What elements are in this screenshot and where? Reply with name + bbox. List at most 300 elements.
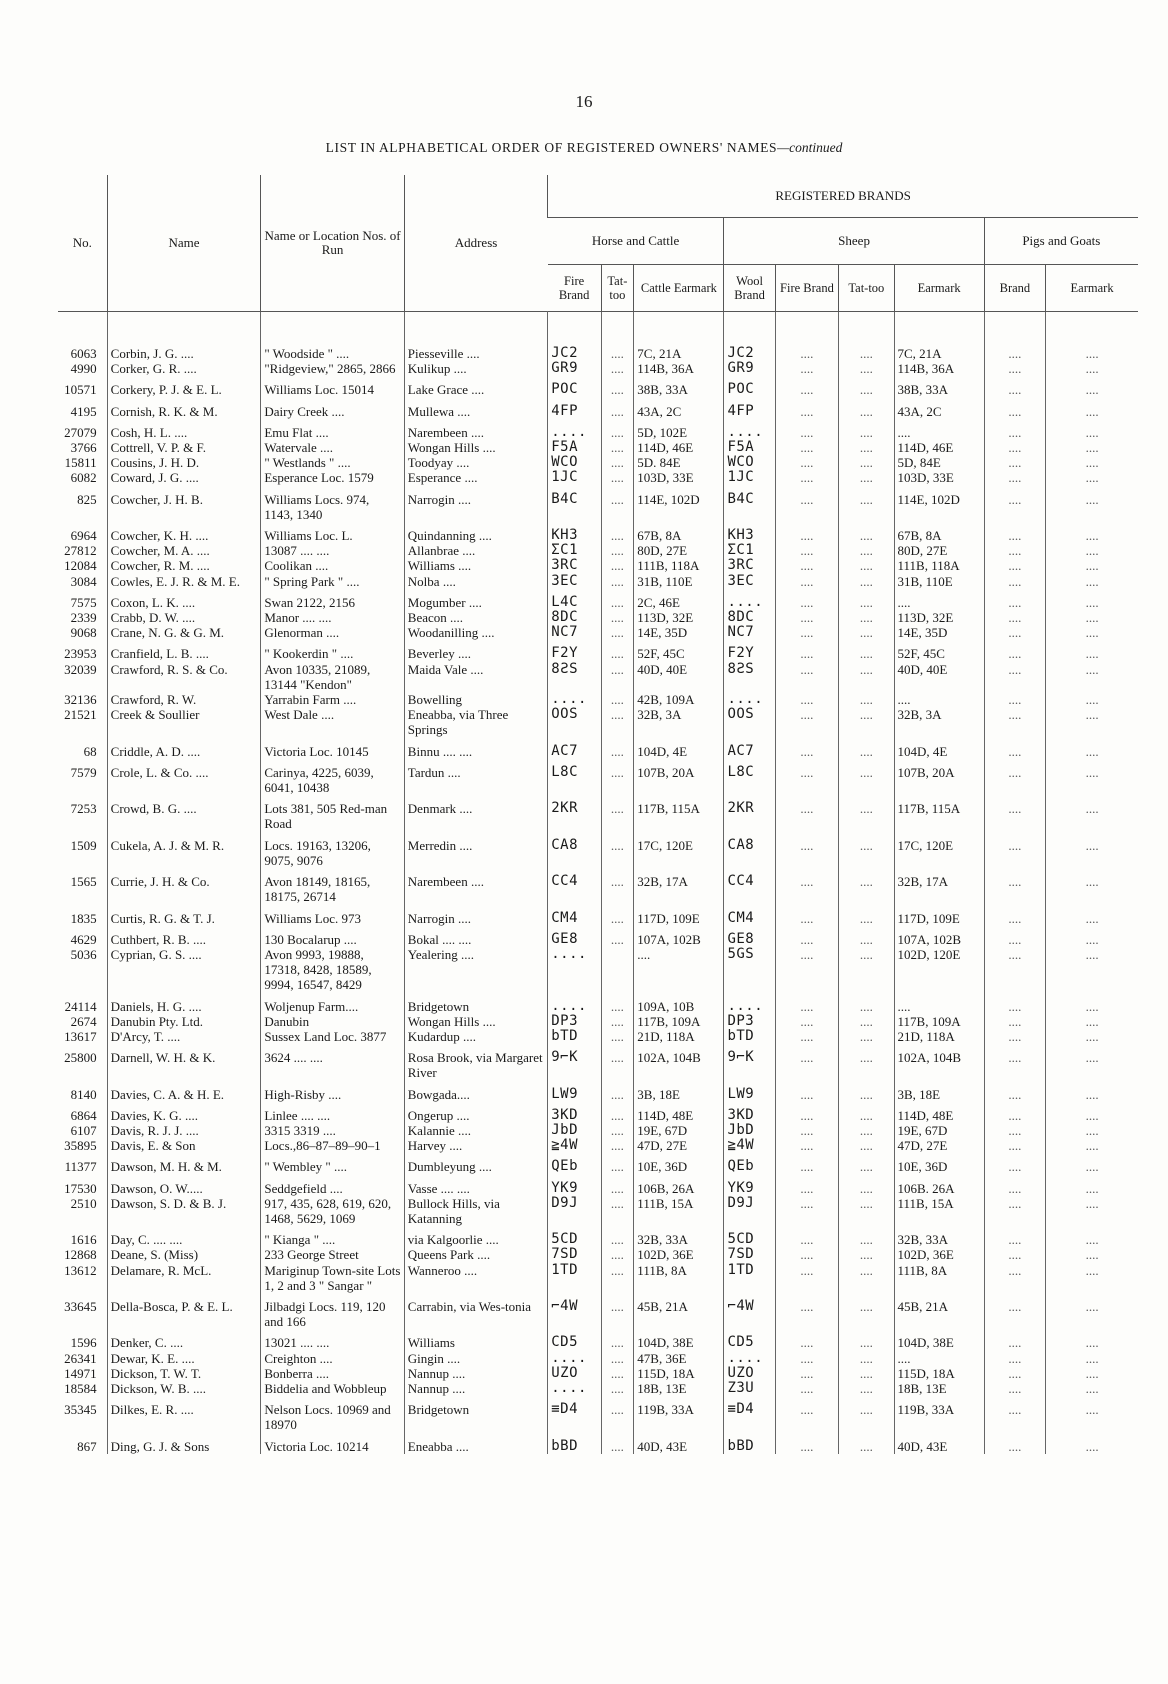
tattoo: ....: [601, 926, 634, 947]
row-number: 13612: [64, 1262, 97, 1278]
sheep-tattoo: ....: [839, 1081, 894, 1102]
tattoo: ....: [601, 1153, 634, 1174]
row-number: 1835: [70, 910, 97, 926]
cattle-earmark: 17C, 120E: [634, 832, 724, 868]
table-row: [58, 589, 1138, 610]
sheep-tattoo: ....: [839, 1044, 894, 1080]
sheep-tattoo: ....: [839, 1175, 894, 1196]
run-location: Avon 18149, 18165, 18175, 26714: [261, 868, 404, 904]
sheep-earmark: 114D, 46E: [894, 440, 984, 455]
owner-name: Crole, L. & Co. ....: [107, 759, 261, 795]
pig-earmark: ....: [1046, 1247, 1138, 1262]
sheep-tattoo: ....: [839, 455, 894, 470]
table-row: [58, 1044, 1138, 1080]
pig-earmark: ....: [1046, 1433, 1138, 1454]
wool-brand: 4FP: [724, 398, 775, 419]
sheep-tattoo: ....: [839, 738, 894, 759]
row-number: 825: [77, 491, 97, 507]
owner-name: Cuthbert, R. B. ....: [107, 926, 261, 947]
owner-name: Crane, N. G. & G. M.: [107, 625, 261, 640]
pig-brand: ....: [984, 993, 1045, 1014]
table-row: [58, 692, 1138, 707]
pig-earmark: ....: [1046, 398, 1138, 419]
pig-earmark: ....: [1046, 1351, 1138, 1366]
pig-earmark: ....: [1046, 1381, 1138, 1396]
address: Bridgetown: [404, 993, 547, 1014]
sheep-fire-brand: ....: [775, 1366, 839, 1381]
sheep-earmark: 113D, 32E: [894, 610, 984, 625]
pig-brand: ....: [984, 1293, 1045, 1329]
pig-brand: ....: [984, 1138, 1045, 1153]
cattle-earmark: 43A, 2C: [634, 398, 724, 419]
sheep-tattoo: ....: [839, 947, 894, 993]
run-location: " Westlands " ....: [261, 455, 404, 470]
tattoo: ....: [601, 738, 634, 759]
pig-earmark: ....: [1046, 1014, 1138, 1029]
row-number: 3766: [70, 440, 97, 456]
wool-brand: NC7: [724, 625, 775, 640]
owner-name: Corbin, J. G. ....: [107, 346, 261, 361]
sheep-tattoo: ....: [839, 640, 894, 661]
pig-brand: ....: [984, 1263, 1045, 1293]
cattle-earmark: 18B, 13E: [634, 1381, 724, 1396]
sheep-tattoo: ....: [839, 1366, 894, 1381]
owner-name: Cowcher, J. H. B.: [107, 486, 261, 522]
sheep-fire-brand: ....: [775, 1044, 839, 1080]
run-location: Victoria Loc. 10214: [261, 1433, 404, 1454]
pig-brand: ....: [984, 419, 1045, 440]
address: Beacon ....: [404, 610, 547, 625]
address: Merredin ....: [404, 832, 547, 868]
tattoo: ....: [601, 361, 634, 376]
row-number: 6964: [70, 528, 97, 544]
sheep-fire-brand: ....: [775, 1014, 839, 1029]
address: Mogumber ....: [404, 589, 547, 610]
owner-name: Crawford, R. W.: [107, 692, 261, 707]
fire-brand: 1JC: [548, 470, 601, 485]
pig-earmark: ....: [1046, 1329, 1138, 1350]
col-header-tattoo: Tat-too: [601, 265, 634, 312]
address: Eneabba, via Three Springs: [404, 707, 547, 737]
fire-brand: GE8: [548, 926, 601, 947]
tattoo: ....: [601, 993, 634, 1014]
table-row: [58, 1329, 1138, 1350]
col-header-wool-brand: Wool Brand: [724, 265, 775, 312]
cattle-earmark: 107A, 102B: [634, 926, 724, 947]
row-number: 24114: [64, 998, 97, 1014]
fire-brand: AC7: [548, 738, 601, 759]
address: Bowelling: [404, 692, 547, 707]
wool-brand: 3EC: [724, 574, 775, 589]
row-number: 15811: [64, 455, 97, 471]
sheep-earmark: 3B, 18E: [894, 1081, 984, 1102]
owner-name: Cowcher, R. M. ....: [107, 558, 261, 573]
cattle-earmark: 52F, 45C: [634, 640, 724, 661]
sheep-tattoo: ....: [839, 993, 894, 1014]
wool-brand: JC2: [724, 346, 775, 361]
row-number: 4195: [70, 403, 97, 419]
pig-earmark: ....: [1046, 346, 1138, 361]
table-row: [58, 993, 1138, 1014]
fire-brand: GR9: [548, 361, 601, 376]
sheep-fire-brand: ....: [775, 905, 839, 926]
sheep-tattoo: ....: [839, 1247, 894, 1262]
table-row: [58, 455, 1138, 470]
row-number: 10571: [64, 382, 97, 398]
sheep-earmark: ....: [894, 993, 984, 1014]
owner-name: Danubin Pty. Ltd.: [107, 1014, 261, 1029]
run-location: Avon 10335, 21089, 13144 "Kendon": [261, 662, 404, 692]
owner-name: Cosh, H. L. ....: [107, 419, 261, 440]
tattoo: ....: [601, 589, 634, 610]
address: via Kalgoorlie ....: [404, 1226, 547, 1247]
pig-earmark: ....: [1046, 926, 1138, 947]
fire-brand: 7SD: [548, 1247, 601, 1262]
tattoo: ....: [601, 795, 634, 831]
sheep-tattoo: ....: [839, 1196, 894, 1226]
table-row: [58, 625, 1138, 640]
cattle-earmark: 5D. 84E: [634, 455, 724, 470]
address: Denmark ....: [404, 795, 547, 831]
table-row: [58, 1123, 1138, 1138]
fire-brand: 3KD: [548, 1102, 601, 1123]
cattle-earmark: 117B, 109A: [634, 1014, 724, 1029]
sheep-earmark: 52F, 45C: [894, 640, 984, 661]
tattoo: ....: [601, 1381, 634, 1396]
sheep-earmark: ....: [894, 419, 984, 440]
sheep-fire-brand: ....: [775, 1138, 839, 1153]
sheep-fire-brand: ....: [775, 1175, 839, 1196]
pig-brand: ....: [984, 470, 1045, 485]
sheep-fire-brand: ....: [775, 1196, 839, 1226]
col-header-pig-earmark: Earmark: [1046, 265, 1138, 312]
sheep-tattoo: ....: [839, 361, 894, 376]
tattoo: ....: [601, 1329, 634, 1350]
cattle-earmark: 106B, 26A: [634, 1175, 724, 1196]
cattle-earmark: 114E, 102D: [634, 486, 724, 522]
run-location: Victoria Loc. 10145: [261, 738, 404, 759]
sheep-fire-brand: ....: [775, 1433, 839, 1454]
row-number: 17530: [64, 1180, 97, 1196]
row-number: 4629: [70, 931, 97, 947]
sheep-earmark: 114D, 48E: [894, 1102, 984, 1123]
owner-name: Dickson, T. W. T.: [107, 1366, 261, 1381]
wool-brand: ΣC1: [724, 543, 775, 558]
run-location: West Dale ....: [261, 707, 404, 737]
pig-earmark: ....: [1046, 738, 1138, 759]
run-location: 130 Bocalarup ....: [261, 926, 404, 947]
tattoo: ....: [601, 398, 634, 419]
col-header-sheep-tattoo: Tat-too: [839, 265, 894, 312]
sheep-earmark: 111B, 118A: [894, 558, 984, 573]
run-location: 233 George Street: [261, 1247, 404, 1262]
run-location: " Wembley " ....: [261, 1153, 404, 1174]
pig-earmark: ....: [1046, 947, 1138, 993]
sheep-tattoo: ....: [839, 759, 894, 795]
fire-brand: LW9: [548, 1081, 601, 1102]
tattoo: ....: [601, 1014, 634, 1029]
run-location: Linlee .... ....: [261, 1102, 404, 1123]
row-number: 6082: [70, 470, 97, 486]
pig-brand: ....: [984, 1102, 1045, 1123]
run-location: Carinya, 4225, 6039, 6041, 10438: [261, 759, 404, 795]
cattle-earmark: 114D, 48E: [634, 1102, 724, 1123]
cattle-earmark: 117D, 109E: [634, 905, 724, 926]
owner-name: Delamare, R. McL.: [107, 1263, 261, 1293]
table-row: [58, 640, 1138, 661]
sheep-tattoo: ....: [839, 868, 894, 904]
wool-brand: POC: [724, 376, 775, 397]
address: Woodanilling ....: [404, 625, 547, 640]
pig-earmark: ....: [1046, 1153, 1138, 1174]
sheep-fire-brand: ....: [775, 707, 839, 737]
pig-earmark: ....: [1046, 1196, 1138, 1226]
run-location: Lots 381, 505 Red-man Road: [261, 795, 404, 831]
run-location: Avon 9993, 19888, 17318, 8428, 18589, 9994, 16547, 8429: [261, 947, 404, 993]
address: Bullock Hills, via Katanning: [404, 1196, 547, 1226]
table-row: [58, 795, 1138, 831]
address: Eneabba ....: [404, 1433, 547, 1454]
address: Dumbleyung ....: [404, 1153, 547, 1174]
sheep-tattoo: ....: [839, 610, 894, 625]
wool-brand: GR9: [724, 361, 775, 376]
tattoo: ....: [601, 1366, 634, 1381]
row-number: 4990: [70, 361, 97, 377]
sheep-tattoo: ....: [839, 1329, 894, 1350]
row-number: 7253: [70, 801, 97, 817]
sheep-earmark: 103D, 33E: [894, 470, 984, 485]
fire-brand: CA8: [548, 832, 601, 868]
wool-brand: UZO: [724, 1366, 775, 1381]
sheep-fire-brand: ....: [775, 610, 839, 625]
row-number: 23953: [64, 646, 97, 662]
tattoo: ....: [601, 610, 634, 625]
sheep-fire-brand: ....: [775, 625, 839, 640]
fire-brand: ....: [548, 993, 601, 1014]
run-location: 13087 .... ....: [261, 543, 404, 558]
address: Toodyay ....: [404, 455, 547, 470]
run-location: Mariginup Town-site Lots 1, 2 and 3 " Sangar ": [261, 1263, 404, 1293]
owner-name: Darnell, W. H. & K.: [107, 1044, 261, 1080]
run-location: Locs. 19163, 13206, 9075, 9076: [261, 832, 404, 868]
address: Nannup ....: [404, 1366, 547, 1381]
pig-earmark: ....: [1046, 376, 1138, 397]
pig-earmark: ....: [1046, 662, 1138, 692]
owner-name: Davies, C. A. & H. E.: [107, 1081, 261, 1102]
owner-name: Coward, J. G. ....: [107, 470, 261, 485]
sheep-fire-brand: ....: [775, 440, 839, 455]
wool-brand: 3KD: [724, 1102, 775, 1123]
pig-earmark: ....: [1046, 1396, 1138, 1432]
table-row: [58, 361, 1138, 376]
address: Mullewa ....: [404, 398, 547, 419]
table-row: [58, 662, 1138, 692]
fire-brand: CD5: [548, 1329, 601, 1350]
row-number: 14971: [64, 1365, 97, 1381]
run-location: Bonberra ....: [261, 1366, 404, 1381]
tattoo: ....: [601, 1396, 634, 1432]
pig-earmark: ....: [1046, 1044, 1138, 1080]
pig-brand: ....: [984, 346, 1045, 361]
table-row: [58, 1293, 1138, 1329]
pig-brand: ....: [984, 574, 1045, 589]
run-location: Biddelia and Wobbleup: [261, 1381, 404, 1396]
tattoo: ....: [601, 1044, 634, 1080]
pig-brand: ....: [984, 1366, 1045, 1381]
sheep-earmark: ....: [894, 1351, 984, 1366]
cattle-earmark: 80D, 27E: [634, 543, 724, 558]
heading-suffix: —continued: [777, 140, 843, 155]
owner-name: Dilkes, E. R. ....: [107, 1396, 261, 1432]
owner-name: Curtis, R. G. & T. J.: [107, 905, 261, 926]
col-header-pigs-goats: Pigs and Goats: [984, 218, 1138, 265]
sheep-earmark: 47D, 27E: [894, 1138, 984, 1153]
sheep-tattoo: ....: [839, 1433, 894, 1454]
wool-brand: ....: [724, 419, 775, 440]
sheep-fire-brand: ....: [775, 1293, 839, 1329]
row-number: 2674: [70, 1013, 97, 1029]
pig-brand: ....: [984, 947, 1045, 993]
sheep-tattoo: ....: [839, 795, 894, 831]
pig-earmark: ....: [1046, 1029, 1138, 1044]
run-location: 917, 435, 628, 619, 620, 1468, 5629, 1069: [261, 1196, 404, 1226]
run-location: Glenorman ....: [261, 625, 404, 640]
pig-brand: ....: [984, 1433, 1045, 1454]
wool-brand: YK9: [724, 1175, 775, 1196]
address: Narembeen ....: [404, 419, 547, 440]
sheep-earmark: 17C, 120E: [894, 832, 984, 868]
wool-brand: bTD: [724, 1029, 775, 1044]
tattoo: ....: [601, 905, 634, 926]
row-number: 6864: [70, 1107, 97, 1123]
address: Maida Vale ....: [404, 662, 547, 692]
sheep-tattoo: ....: [839, 1153, 894, 1174]
pig-earmark: ....: [1046, 1175, 1138, 1196]
table-row: [58, 905, 1138, 926]
sheep-tattoo: ....: [839, 1381, 894, 1396]
run-location: Sussex Land Loc. 3877: [261, 1029, 404, 1044]
sheep-tattoo: ....: [839, 1396, 894, 1432]
sheep-fire-brand: ....: [775, 759, 839, 795]
sheep-earmark: 32B, 17A: [894, 868, 984, 904]
fire-brand: 8DC: [548, 610, 601, 625]
owner-name: Dickson, W. B. ....: [107, 1381, 261, 1396]
owner-name: Currie, J. H. & Co.: [107, 868, 261, 904]
pig-earmark: ....: [1046, 905, 1138, 926]
sheep-earmark: 104D, 4E: [894, 738, 984, 759]
pig-earmark: ....: [1046, 1081, 1138, 1102]
wool-brand: B4C: [724, 486, 775, 522]
table-row: [58, 1029, 1138, 1044]
address: Bokal .... ....: [404, 926, 547, 947]
pig-brand: ....: [984, 1153, 1045, 1174]
fire-brand: POC: [548, 376, 601, 397]
row-number: 11377: [64, 1159, 97, 1175]
address: Binnu .... ....: [404, 738, 547, 759]
fire-brand: L8C: [548, 759, 601, 795]
fire-brand: 5CD: [548, 1226, 601, 1247]
wool-brand: ≧4W: [724, 1138, 775, 1153]
tattoo: ....: [601, 1138, 634, 1153]
owner-name: Ding, G. J. & Sons: [107, 1433, 261, 1454]
pig-earmark: ....: [1046, 692, 1138, 707]
col-header-fire-brand: Fire Brand: [548, 265, 601, 312]
row-number: 12084: [64, 558, 97, 574]
wool-brand: AC7: [724, 738, 775, 759]
sheep-tattoo: ....: [839, 398, 894, 419]
col-header-pig-brand: Brand: [984, 265, 1045, 312]
wool-brand: ....: [724, 993, 775, 1014]
col-header-sheep-fire-brand: Fire Brand: [775, 265, 839, 312]
sheep-tattoo: ....: [839, 1102, 894, 1123]
cattle-earmark: 109A, 10B: [634, 993, 724, 1014]
address: Piesseville ....: [404, 346, 547, 361]
wool-brand: ....: [724, 692, 775, 707]
wool-brand: F5A: [724, 440, 775, 455]
fire-brand: F2Y: [548, 640, 601, 661]
fire-brand: JC2: [548, 346, 601, 361]
tattoo: ....: [601, 625, 634, 640]
table-row: [58, 947, 1138, 993]
wool-brand: LW9: [724, 1081, 775, 1102]
pig-earmark: ....: [1046, 832, 1138, 868]
owner-name: Cornish, R. K. & M.: [107, 398, 261, 419]
wool-brand: CC4: [724, 868, 775, 904]
pig-earmark: ....: [1046, 1102, 1138, 1123]
sheep-earmark: 111B, 15A: [894, 1196, 984, 1226]
sheep-tattoo: ....: [839, 346, 894, 361]
fire-brand: KH3: [548, 522, 601, 543]
pig-brand: ....: [984, 662, 1045, 692]
tattoo: [601, 947, 634, 993]
row-number: 7575: [70, 594, 97, 610]
cattle-earmark: 111B, 8A: [634, 1263, 724, 1293]
row-number: 32039: [64, 661, 97, 677]
pig-brand: ....: [984, 1381, 1045, 1396]
tattoo: ....: [601, 376, 634, 397]
run-location: "Ridgeview," 2865, 2866: [261, 361, 404, 376]
cattle-earmark: 42B, 109A: [634, 692, 724, 707]
registered-brands-table: [58, 175, 1138, 1454]
row-number: 27812: [64, 543, 97, 559]
fire-brand: OOS: [548, 707, 601, 737]
wool-brand: 5CD: [724, 1226, 775, 1247]
fire-brand: 1TD: [548, 1263, 601, 1293]
tattoo: ....: [601, 662, 634, 692]
fire-brand: 3RC: [548, 558, 601, 573]
owner-name: Cranfield, L. B. ....: [107, 640, 261, 661]
sheep-fire-brand: ....: [775, 640, 839, 661]
tattoo: ....: [601, 419, 634, 440]
pig-brand: ....: [984, 1014, 1045, 1029]
sheep-earmark: 117B, 109A: [894, 1014, 984, 1029]
wool-brand: JbD: [724, 1123, 775, 1138]
wool-brand: 8DC: [724, 610, 775, 625]
table-row: [58, 376, 1138, 397]
wool-brand: L8C: [724, 759, 775, 795]
row-number: 27079: [64, 424, 97, 440]
pig-brand: ....: [984, 398, 1045, 419]
pig-brand: ....: [984, 1396, 1045, 1432]
pig-earmark: ....: [1046, 589, 1138, 610]
sheep-fire-brand: ....: [775, 832, 839, 868]
sheep-earmark: 102D, 120E: [894, 947, 984, 993]
sheep-fire-brand: ....: [775, 1351, 839, 1366]
sheep-fire-brand: ....: [775, 738, 839, 759]
tattoo: ....: [601, 1351, 634, 1366]
run-location: Manor .... ....: [261, 610, 404, 625]
heading-text: LIST IN ALPHABETICAL ORDER OF REGISTERED OWNERS' NAMES: [325, 140, 778, 155]
